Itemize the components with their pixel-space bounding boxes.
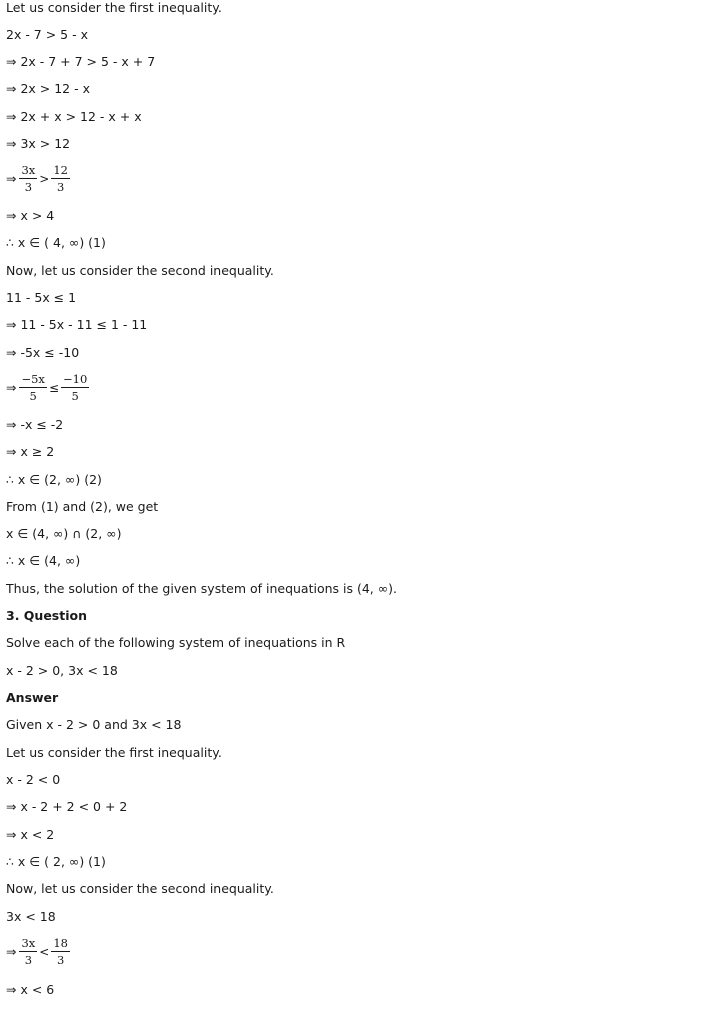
answer-label: Answer bbox=[6, 690, 59, 705]
equation-line: x - 2 < 0 bbox=[6, 772, 61, 787]
text-line: Now, let us consider the second inequality. bbox=[6, 263, 274, 278]
equation-line: ⇒ -x ≤ -2 bbox=[6, 417, 64, 432]
equation-line: ∴ x ∈ ( 4, ∞) (1) bbox=[6, 235, 106, 250]
equation-line: ⇒ -5x ≤ -10 bbox=[6, 345, 80, 360]
numerator: 18 bbox=[53, 936, 68, 950]
equation-line: ⇒ x > 4 bbox=[6, 208, 55, 223]
equation-line: ⇒ x < 2 bbox=[6, 827, 55, 842]
numerator: 12 bbox=[53, 163, 68, 177]
relation-operator: < bbox=[39, 944, 50, 959]
equation-line: ⇒ 2x + x > 12 - x + x bbox=[6, 109, 142, 124]
fraction-equation bbox=[6, 936, 71, 967]
equation-line: ⇒ 2x > 12 - x bbox=[6, 81, 90, 96]
equation-line: 3x < 18 bbox=[6, 909, 56, 924]
denominator: 5 bbox=[29, 389, 37, 403]
text-line: Given x - 2 > 0 and 3x < 18 bbox=[6, 717, 182, 732]
fraction bbox=[19, 936, 37, 967]
equation-line: ⇒ x ≥ 2 bbox=[6, 444, 55, 459]
denominator: 3 bbox=[24, 180, 33, 194]
text-line: From (1) and (2), we get bbox=[6, 499, 159, 514]
conclusion-line: Thus, the solution of the given system of inequations is (4, ∞). bbox=[6, 581, 398, 596]
fraction bbox=[51, 163, 70, 194]
numerator: 3x bbox=[21, 936, 36, 950]
equation-line: 2x - 7 > 5 - x bbox=[6, 27, 88, 42]
fraction-equation bbox=[6, 372, 90, 403]
fraction bbox=[61, 372, 89, 403]
relation-operator: ≤ bbox=[48, 380, 59, 395]
question-prompt: Solve each of the following system of inequations in R bbox=[6, 635, 346, 650]
relation-operator: > bbox=[39, 171, 50, 186]
denominator: 3 bbox=[24, 953, 33, 967]
equation-line: ∴ x ∈ (2, ∞) (2) bbox=[6, 472, 102, 487]
numerator: −10 bbox=[63, 372, 88, 386]
equation-line: ∴ x ∈ ( 2, ∞) (1) bbox=[6, 854, 106, 869]
equation-line: ⇒ x < 6 bbox=[6, 982, 55, 997]
question-heading: 3. Question bbox=[6, 608, 87, 623]
denominator: 5 bbox=[71, 389, 79, 403]
text-line: Let us consider the first inequality. bbox=[6, 745, 222, 760]
numerator: −5x bbox=[21, 372, 45, 386]
implies-arrow: ⇒ bbox=[6, 944, 17, 959]
fraction-equation bbox=[6, 163, 71, 194]
question-system: x - 2 > 0, 3x < 18 bbox=[6, 663, 118, 678]
implies-arrow: ⇒ bbox=[6, 171, 17, 186]
implies-arrow: ⇒ bbox=[6, 380, 17, 395]
fraction bbox=[19, 372, 46, 403]
equation-line: ∴ x ∈ (4, ∞) bbox=[6, 553, 81, 568]
equation-line: x ∈ (4, ∞) ∩ (2, ∞) bbox=[6, 526, 122, 541]
denominator: 3 bbox=[57, 953, 65, 967]
fraction bbox=[19, 163, 37, 194]
denominator: 3 bbox=[57, 180, 65, 194]
text-line: Now, let us consider the second inequality. bbox=[6, 881, 274, 896]
equation-line: ⇒ x - 2 + 2 < 0 + 2 bbox=[6, 799, 128, 814]
equation-line: 11 - 5x ≤ 1 bbox=[6, 290, 77, 305]
equation-line: ⇒ 3x > 12 bbox=[6, 136, 71, 151]
fraction bbox=[51, 936, 70, 967]
equation-line: ⇒ 2x - 7 + 7 > 5 - x + 7 bbox=[6, 54, 156, 69]
equation-line: ⇒ 11 - 5x - 11 ≤ 1 - 11 bbox=[6, 317, 148, 332]
text-line: Let us consider the first inequality. bbox=[6, 0, 222, 15]
numerator: 3x bbox=[21, 163, 36, 177]
